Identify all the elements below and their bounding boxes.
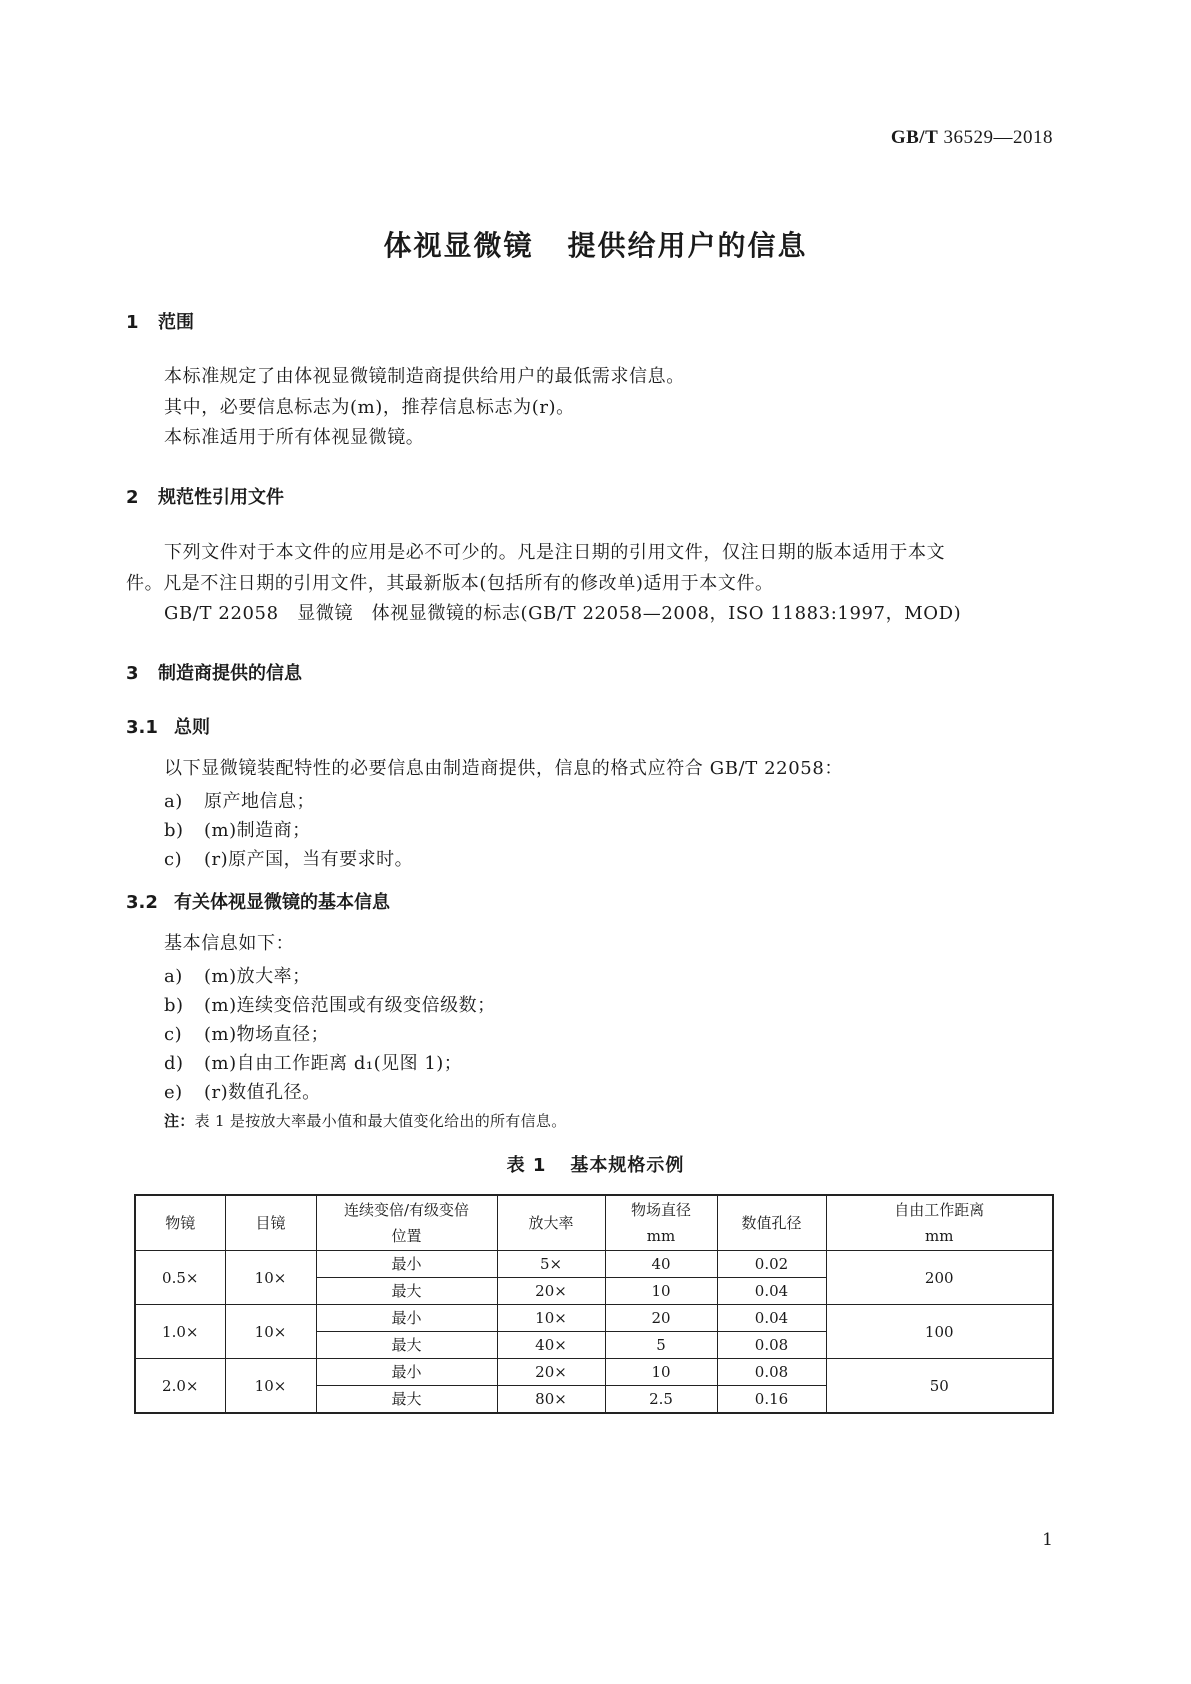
section-3-1-title: 总则: [174, 717, 210, 738]
document-title: [0, 224, 1191, 264]
cell-na: 0.04: [717, 1305, 826, 1332]
section-3-number: 3: [126, 663, 139, 684]
header-wd-unit: mm: [925, 1227, 954, 1245]
list-item: [164, 1078, 321, 1104]
header-objective: 物镜: [135, 1195, 225, 1251]
section-2-number: 2: [126, 487, 139, 508]
note-text: 表 1 是按放大率最小值和最大值变化给出的所有信息。: [194, 1112, 567, 1130]
section-3-1-intro: 以下显微镜装配特性的必要信息由制造商提供，信息的格式应符合 GB/T 22058：: [164, 758, 843, 779]
cell-field: 10: [605, 1278, 717, 1305]
list-text: (m)制造商；: [204, 820, 311, 841]
normative-reference: GB/T 22058 显微镜 体视显微镜的标志(GB/T 22058—2008，ISO 11883:1997，MOD): [164, 603, 962, 624]
section-2-para-line-2: 件。凡是不注日期的引用文件，其最新版本(包括所有的修改单)适用于本文件。: [126, 573, 774, 594]
list-item: [164, 816, 311, 842]
table-caption-number: 表 1: [506, 1155, 547, 1176]
cell-magnification: 80×: [497, 1386, 605, 1414]
section-2-title: 规范性引用文件: [158, 487, 284, 508]
cell-objective: 0.5×: [135, 1251, 225, 1305]
cell-field: 2.5: [605, 1386, 717, 1414]
standard-prefix: GB/T: [890, 127, 939, 148]
cell-na: 0.08: [717, 1359, 826, 1386]
section-2-para-line-1: 下列文件对于本文件的应用是必不可少的。凡是注日期的引用文件，仅注日期的版本适用于本文: [164, 542, 946, 563]
note-label: 注：: [164, 1112, 195, 1130]
list-text: (m)自由工作距离 d₁(见图 1)；: [204, 1053, 463, 1074]
cell-position: 最小: [316, 1251, 497, 1278]
header-zoom-line-2: 位置: [391, 1227, 422, 1245]
title-part-1: 体视显微镜: [383, 229, 534, 262]
list-marker: c): [164, 1024, 183, 1045]
section-3-2-intro: 基本信息如下：: [164, 933, 295, 954]
cell-eyepiece: 10×: [225, 1359, 316, 1414]
section-1-para-2: 其中，必要信息标志为(m)，推荐信息标志为(r)。: [164, 397, 575, 418]
spec-table: [134, 1194, 1054, 1414]
section-1-heading: [126, 308, 194, 334]
header-wd-line-1: 自由工作距离: [894, 1201, 985, 1219]
cell-working-distance: 200: [826, 1251, 1053, 1305]
cell-field: 10: [605, 1359, 717, 1386]
section-3-2-number: 3.2: [126, 892, 158, 913]
cell-position: 最大: [316, 1386, 497, 1414]
cell-working-distance: 50: [826, 1359, 1053, 1414]
list-item: [164, 1049, 462, 1075]
list-text: (m)放大率；: [204, 966, 311, 987]
header-magnification: 放大率: [497, 1195, 605, 1251]
list-item: [164, 1020, 329, 1046]
header-eyepiece: 目镜: [225, 1195, 316, 1251]
section-3-1-heading: [126, 713, 210, 739]
page-number: 1: [1042, 1530, 1053, 1550]
table-caption: [0, 1151, 1191, 1177]
cell-objective: 2.0×: [135, 1359, 225, 1414]
section-1-number: 1: [126, 312, 139, 333]
cell-field: 5: [605, 1332, 717, 1359]
cell-position: 最小: [316, 1305, 497, 1332]
cell-na: 0.02: [717, 1251, 826, 1278]
list-marker: d): [164, 1053, 184, 1074]
cell-field: 20: [605, 1305, 717, 1332]
cell-field: 40: [605, 1251, 717, 1278]
cell-na: 0.04: [717, 1278, 826, 1305]
list-text: (m)连续变倍范围或有级变倍级数；: [204, 995, 496, 1016]
cell-magnification: 10×: [497, 1305, 605, 1332]
table-row: [135, 1305, 1053, 1332]
list-text: (r)原产国，当有要求时。: [204, 849, 414, 870]
section-3-1-number: 3.1: [126, 717, 158, 738]
cell-position: 最大: [316, 1278, 497, 1305]
cell-na: 0.08: [717, 1332, 826, 1359]
table-note: [164, 1110, 567, 1131]
standard-number: [891, 127, 1053, 149]
header-zoom-position: [316, 1195, 497, 1251]
standard-code: 36529—2018: [943, 127, 1053, 148]
cell-magnification: 20×: [497, 1278, 605, 1305]
section-3-heading: [126, 659, 302, 685]
cell-magnification: 5×: [497, 1251, 605, 1278]
list-item: [164, 787, 315, 813]
header-zoom-line-1: 连续变倍/有级变倍: [343, 1201, 470, 1219]
table-header-row: [135, 1195, 1053, 1251]
table-row: [135, 1359, 1053, 1386]
table-row: [135, 1251, 1053, 1278]
section-1-para-3: 本标准适用于所有体视显微镜。: [164, 427, 425, 448]
list-marker: a): [164, 791, 183, 812]
list-marker: b): [164, 995, 184, 1016]
cell-position: 最大: [316, 1332, 497, 1359]
header-field-line-1: 物场直径: [630, 1201, 691, 1219]
cell-magnification: 20×: [497, 1359, 605, 1386]
section-1-title: 范围: [158, 312, 194, 333]
list-item: [164, 962, 311, 988]
section-3-2-title: 有关体视显微镜的基本信息: [174, 892, 390, 913]
list-item: [164, 845, 413, 871]
header-field-unit: mm: [646, 1227, 676, 1245]
cell-working-distance: 100: [826, 1305, 1053, 1359]
header-working-distance: [826, 1195, 1053, 1251]
section-3-title: 制造商提供的信息: [158, 663, 302, 684]
list-marker: b): [164, 820, 184, 841]
cell-eyepiece: 10×: [225, 1305, 316, 1359]
table-caption-title: 基本规格示例: [570, 1155, 685, 1176]
cell-eyepiece: 10×: [225, 1251, 316, 1305]
header-numerical-aperture: 数值孔径: [717, 1195, 826, 1251]
list-marker: a): [164, 966, 183, 987]
header-field-diameter: [605, 1195, 717, 1251]
list-text: (r)数值孔径。: [204, 1082, 321, 1103]
list-text: (m)物场直径；: [204, 1024, 330, 1045]
cell-magnification: 40×: [497, 1332, 605, 1359]
section-3-2-heading: [126, 888, 390, 914]
list-item: [164, 991, 496, 1017]
section-2-heading: [126, 483, 284, 509]
cell-objective: 1.0×: [135, 1305, 225, 1359]
title-part-2: 提供给用户的信息: [567, 229, 808, 262]
cell-na: 0.16: [717, 1386, 826, 1414]
cell-position: 最小: [316, 1359, 497, 1386]
list-text: 原产地信息；: [204, 791, 315, 812]
section-1-para-1: 本标准规定了由体视显微镜制造商提供给用户的最低需求信息。: [164, 366, 685, 387]
list-marker: c): [164, 849, 183, 870]
list-marker: e): [164, 1082, 183, 1103]
